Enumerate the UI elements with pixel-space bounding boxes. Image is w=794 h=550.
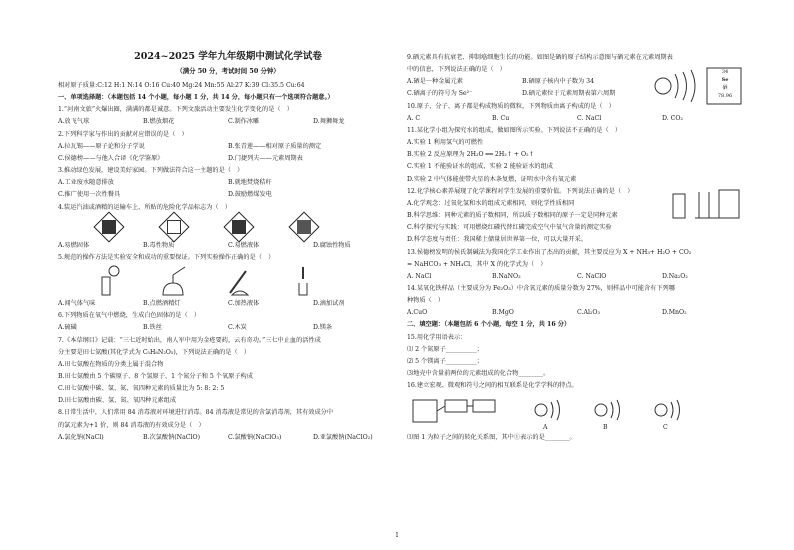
fig-label-b: B	[603, 424, 608, 432]
q13-stem-2: = NaHCO₃ + NH₄Cl，其中 X 的化学式为（ ）	[407, 260, 547, 268]
option: C.Al₂O₃	[577, 309, 600, 317]
dropper-icon	[289, 265, 319, 297]
q4-stem: 4.装运汽油或酒精的运输车上，所贴的危险化学品标志为（ ）	[58, 203, 231, 211]
option: A.硫磺	[58, 324, 77, 332]
option: C. NaClO	[577, 272, 607, 280]
q12-option-c: C.科学探究与实践：可用燃烧红磷代替红磷完成空气中氧气含量的测定实验	[407, 224, 612, 232]
option: A.氯化钠(NaCl)	[58, 433, 104, 441]
q9-options	[407, 76, 637, 88]
option: D.亚氯酸钠(NaClO₂)	[313, 433, 373, 441]
q8-stem: 8.日常生活中，人们常用 84 消毒液对环境进行消毒。84 消毒液是常见的含氯消毒剂，其有效成分中	[58, 409, 334, 417]
q7-option-a: A.田七氨酸在物质的分类上属于混合物	[58, 360, 164, 368]
q16-part1: ⑴图 1 为粒子之间的转化关系图，其中①表示的是________。	[407, 434, 576, 442]
q7-option-c: C.田七氨酸中碳、氢、氮、氧四种元素的质量比为 5: 8: 2: 5	[58, 385, 225, 393]
option: D.Na₂O₂	[662, 272, 688, 280]
option: C.侯德榜——与他人合译《化学鉴原》	[58, 154, 164, 162]
option: A.硒是一种金属元素	[407, 78, 463, 86]
atomic-masses: 相对原子质量:C:12 H:1 N:14 O:16 Cu:40 Mg:24 Mn:55 Al:27 K:39 Cl:35.5 Cu:64	[58, 82, 305, 89]
option: C.制作冰雕	[228, 118, 260, 126]
option: D.门捷列夫——元素周期表	[228, 154, 303, 162]
q15-part3: ⑶地壳中含量前两位的元素组成的化合物________。	[407, 370, 550, 378]
exam-title: 2024~2025 学年九年级期中测试化学试卷	[134, 51, 322, 62]
flammable-solid-icon	[93, 211, 124, 242]
option: C.木炭	[228, 324, 247, 332]
option: C.加热液体	[228, 300, 260, 308]
q7-stem: 7.《本草纲目》记载：“三七近时始出，南人军中用为金疮要药，云有奇功。”三七中止血的活性成	[58, 336, 321, 344]
fig-label-c: C	[663, 424, 668, 432]
q9-stem-2: 中的信息，下列说法正确的是（ ）	[407, 66, 506, 74]
q3-stem: 3.推动绿色发展，建设美好家园。下列做法符合这一主题的是（ ）	[58, 167, 244, 175]
option: B.MgO	[492, 309, 514, 317]
q12-option-b: B.科学思维：同种元素的质子数相同，所以质子数相同的原子一定是同种元素	[407, 212, 618, 220]
q1-stem: 1.“河南文旅”火爆出圈，满满的都是诚意。下列文旅活动主要发生化学变化的是（ ）	[58, 106, 293, 114]
q11-option-a: A.实验 1 利用氢气的可燃性	[407, 139, 484, 147]
option: B.就地焚烧秸秆	[228, 179, 272, 187]
option: A.放飞气球	[58, 118, 90, 126]
option: B.毒性物质	[143, 241, 175, 249]
q11-option-d: D.实验 2 中气体能使带火星的木条复燃，证明水中含有氧元素	[407, 175, 577, 183]
option: D. CO₂	[662, 114, 683, 122]
option: D.硒元素位于元素周期表第六周期	[522, 90, 616, 98]
option: B.张青莲——相对原子质量的测定	[228, 142, 322, 150]
q2-options-2	[58, 153, 398, 165]
option: A. NaCl	[407, 272, 432, 280]
q16-figures	[407, 392, 747, 432]
option: C.易燃液体	[228, 241, 260, 249]
q8-options	[58, 432, 398, 444]
particle-relation-figure	[411, 396, 501, 430]
q1-options	[58, 116, 398, 128]
q5-options	[58, 298, 398, 310]
q13-stem: 13.侯德榜发明的侯氏制碱法为我国化学工业作出了杰出的贡献，其主要反应为 X + NH₃+ H₂O + CO₂	[407, 248, 692, 256]
se-mass: 78.96	[717, 93, 733, 99]
q6-stem: 6.下列物质在氧气中燃烧，生成白色固体的是（ ）	[58, 312, 201, 320]
q2-stem: 2.下列科学家与作出的贡献对应错误的是（ ）	[58, 130, 188, 138]
q10-options	[407, 113, 747, 125]
q3-options	[58, 177, 398, 189]
hazard-icons	[76, 214, 336, 240]
fig-label-a: A	[543, 424, 548, 432]
option: B.硒原子核内中子数为 34	[522, 78, 595, 86]
option: B.次氯酸钠(NaClO)	[143, 433, 200, 441]
atom-structure-figures	[525, 394, 705, 430]
q11-stem: 11.某化学小组为探究水的组成，做如图所示实验。下列说法不正确的是（ ）	[407, 126, 622, 134]
q14-stem: 14.某氧化铁样品（主要成分为 Fe₂O₃）中含氧元素的质量分数为 27%，则样品中可能含有下列哪	[407, 284, 675, 292]
q6-options	[58, 322, 398, 334]
q15-part2: ⑵ 5 个镁离子__________；	[407, 357, 483, 365]
option: B.铁丝	[143, 324, 162, 332]
q14-options	[407, 307, 747, 319]
option: A.CuO	[407, 309, 428, 317]
se-name: 硒	[722, 85, 728, 91]
q14-stem-2: 种物质（ ）	[407, 297, 445, 305]
q11-option-b: B.实验 2 反应原理为 2H₂O ══ 2H₂↑ + O₂↑	[407, 151, 534, 159]
q3-options-2	[58, 189, 398, 201]
smell-gas-icon	[94, 265, 124, 297]
q5-stem: 5.规范的操作方法是实验安全和成功的重要保证。下列实验操作正确的是（ ）	[58, 253, 275, 261]
option: D.腐蚀性物质	[313, 241, 351, 249]
q13-options	[407, 271, 747, 283]
flammable-liquid-icon	[223, 211, 254, 242]
q12-option-a: A.化学观念：过氧化氢和水的组成元素相同，则化学性质相同	[407, 199, 575, 207]
option: C. NaCl	[577, 114, 602, 122]
q7-option-b: B.田七氨酸由 5 个碳原子、8 个氢原子、1 个氮分子和 5 个氧原子构成	[58, 372, 253, 380]
option: B. Cu	[492, 114, 510, 122]
option: A.闻气体气味	[58, 300, 96, 308]
section2-heading: 二、填空题：（本题包括 6 个小题，每空 1 分，共 16 分）	[407, 321, 571, 329]
q9-options-2	[407, 88, 637, 100]
toxic-icon	[158, 211, 189, 242]
option: D.滴加试剂	[313, 300, 345, 308]
q12-option-d: D.科学态度与责任：我国稀土储量居世界第一位，可以大量开采。	[407, 236, 587, 244]
option: A.拉瓦锡——原子论和分子学说	[58, 142, 145, 150]
se-symbol: Se	[721, 77, 729, 83]
option: D.鼓励燃煤发电	[228, 191, 272, 199]
option: B.NaNO₃	[492, 272, 521, 280]
q16-stem: 16.建立宏观、微观和符号之间的相互联系是化学学科的特点。	[407, 382, 578, 390]
option: C.推广使用一次性餐具	[58, 191, 121, 199]
option: B.点燃酒精灯	[143, 300, 181, 308]
option: A. C	[407, 114, 421, 122]
page-number: 1	[395, 532, 399, 539]
q8-stem-2: 的氯元素为+1 价，则 84 消毒液的有效成分是（ ）	[58, 421, 205, 429]
option: C.硒离子的符号为 Se²⁻	[407, 90, 473, 98]
option: A.易燃固体	[58, 241, 90, 249]
left-column	[58, 80, 398, 444]
option: D.MnO₂	[662, 309, 687, 317]
option: D.舞狮舞龙	[313, 118, 345, 126]
q15-stem: 15.用化学用语表示：	[407, 333, 467, 341]
q11-option-c: C.实验 1 不能验证水的组成，实验 2 能验证水的组成	[407, 163, 553, 171]
option: A.工业废水随意排放	[58, 179, 114, 187]
exam-subtitle: （满分 50 分，考试时间 50 分钟）	[176, 67, 280, 75]
option: C.氯酸钠(NaClO₃)	[228, 433, 282, 441]
alcohol-lamp-icon	[159, 265, 189, 297]
option: B.燃放烟花	[143, 118, 175, 126]
option: D.镁条	[313, 324, 333, 332]
right-column	[407, 52, 747, 445]
q9-stem: 9.硒元素具有抗衰老、抑制癌细胞生长的功能。如图是硒的原子结构示意图与硒元素在元素周期表	[407, 54, 673, 61]
corrosive-icon	[288, 211, 319, 242]
q7-option-d: D.田七氨酸由碳、氢、氮、氧四种元素组成	[58, 397, 177, 405]
se-periodic-cell	[709, 68, 741, 100]
heat-liquid-icon	[224, 265, 254, 297]
section1-heading: 一、单项选择题：（本题包括 14 个小题，每小题 1 分，共 14 分，每小题只有一个选项符合题意。）	[58, 94, 334, 102]
se-atomic-number: 34	[721, 69, 729, 75]
q15-part1: ⑴ 2 个氮原子__________；	[407, 345, 483, 353]
q7-stem-2: 分主要是田七氨酸(其化学式为 C₅H₈N₂O₅)，下列说法正确的是（ ）	[58, 348, 251, 356]
water-electrolysis-figure	[669, 184, 745, 224]
lab-operation-figures	[76, 264, 336, 298]
q2-options	[58, 141, 398, 153]
q10-stem: 10.原子、分子、离子都是构成物质的微粒，下列物质由离子构成的是（ ）	[407, 102, 615, 110]
q12-stem: 12.化学核心素养展现了化学课程对学生发展的重要价值。下列说法正确的是（ ）	[407, 187, 634, 195]
